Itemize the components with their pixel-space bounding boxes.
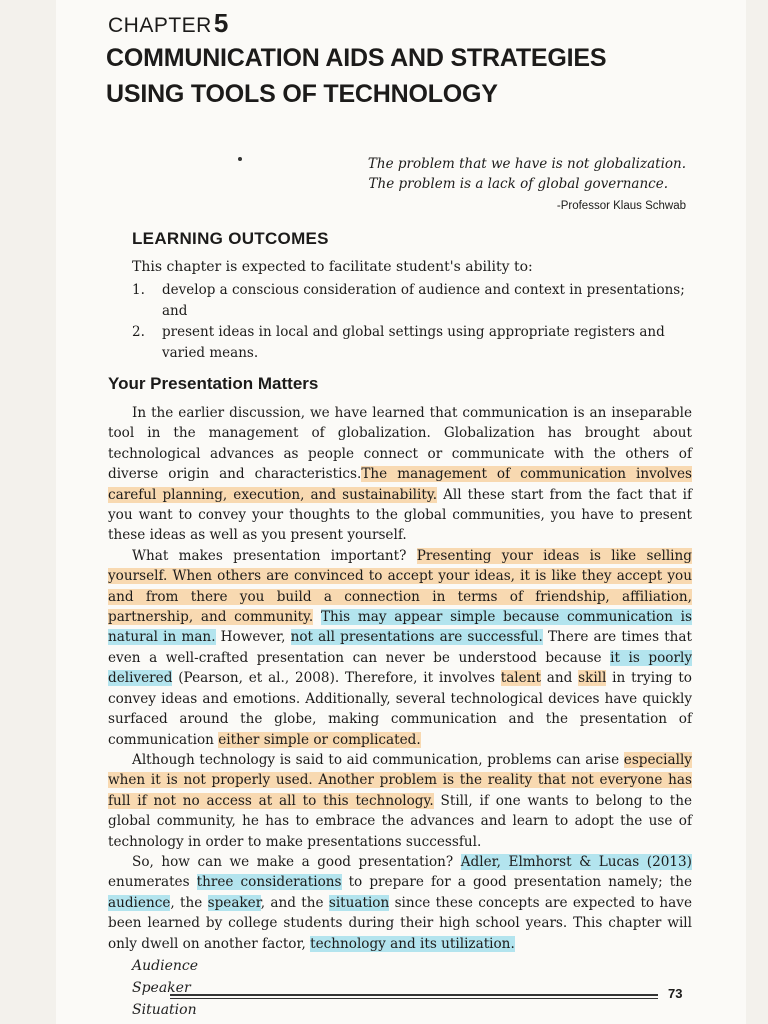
highlight-orange: talent: [500, 670, 541, 687]
highlight-blue: audience: [108, 894, 171, 911]
text-run: since these concepts are expected to have been learned by college students during their high school years. This chapter will only dwell on another factor,: [108, 894, 693, 952]
highlight-blue: not all presentations are successful.: [290, 629, 543, 646]
text-run: , and the: [260, 894, 329, 911]
highlight-blue: This may appear simple because communication is natural in man.: [108, 609, 692, 646]
outcome-item: [132, 280, 692, 322]
text-run: in trying to convey ideas and emotions. Additionally, several technological devices have quickly surfaced around the globe, making communication and the presentation of communication: [108, 670, 692, 748]
paragraph-3: [108, 750, 692, 852]
outcome-number: 2.: [132, 324, 145, 340]
footer-rule-thin: [170, 998, 658, 999]
outcome-number: 1.: [132, 282, 145, 298]
text-run: However,: [215, 629, 291, 646]
handwritten-note: Audience: [132, 958, 198, 974]
chapter-word: CHAPTER: [108, 14, 212, 37]
epigraph-line1: The problem that we have is not globalization.: [367, 156, 686, 172]
chapter-number: 5: [213, 8, 229, 38]
epigraph-line2: The problem is a lack of global governance.: [368, 176, 668, 192]
highlight-blue: speaker: [207, 894, 261, 911]
text-run: , the: [170, 894, 208, 911]
text-run: and: [540, 670, 579, 687]
highlight-blue: technology and its utilization.: [310, 935, 515, 952]
text-run: What makes presentation important?: [132, 547, 417, 564]
learning-outcomes-heading: LEARNING OUTCOMES: [132, 229, 329, 248]
handwritten-notes: [132, 955, 198, 1021]
chapter-title-line1: COMMUNICATION AIDS AND STRATEGIES: [106, 44, 607, 72]
text-run: [313, 609, 321, 625]
handwritten-note: Situation: [132, 1002, 197, 1018]
highlight-orange: especially when it is not properly used. Another problem is the reality that not everyone has full if not no access at all to this technology.: [108, 751, 692, 809]
highlight-orange: Presenting your ideas is like selling yourself. When others are convinced to accept your ideas, it is like they accept you and from there you build a connection in terms of friendship, affiliation, partnership, and community.: [108, 547, 692, 626]
paragraph-1: [108, 403, 692, 546]
highlight-blue: three considerations: [196, 874, 342, 891]
text-run: to prepare for a good presentation namely; the: [341, 874, 693, 891]
text-run: All these start from the fact that if you want to convey your thoughts to the global communities, you have to present these ideas as well as you present yourself.: [108, 486, 692, 544]
text-run: enumerates: [108, 874, 197, 891]
ink-dot: [238, 157, 242, 161]
learning-outcomes-intro: This chapter is expected to facilitate student's ability to:: [132, 259, 533, 275]
outcome-text: develop a conscious consideration of audience and context in presentations; and: [162, 282, 685, 319]
text-run: Still, if one wants to belong to the global community, he has to embrace the advances and learn to adopt the use of technology in order to make presentations successful.: [108, 792, 693, 850]
outcome-text: present ideas in local and global settings using appropriate registers and varied means.: [162, 324, 665, 361]
text-run: So, how can we make a good presentation?: [132, 853, 461, 870]
epigraph-author: -Professor Klaus Schwab: [556, 200, 686, 212]
chapter-label: [108, 8, 229, 39]
text-run: There are times that even a well-crafted presentation can never be understood because: [108, 629, 692, 666]
footer-rule: [170, 994, 658, 996]
handwritten-note: Speaker: [132, 980, 191, 996]
text-run: (Pearson, et al., 2008). Therefore, it involves: [172, 670, 501, 687]
learning-outcomes-list: [132, 280, 692, 364]
section-heading: Your Presentation Matters: [108, 374, 319, 393]
highlight-orange: skill: [578, 670, 607, 687]
text-run: Although technology is said to aid communication, problems can arise: [132, 751, 624, 768]
paragraph-4: [108, 852, 692, 954]
highlight-orange: The management of communication involves careful planning, execution, and sustainability.: [108, 466, 693, 503]
text-run: In the earlier discussion, we have learned that communication is an inseparable tool in the management of globalization. Globalization has brought about technological advances as people connect or communicate with the others of diverse origin and characteristics.: [108, 405, 692, 483]
epigraph: [368, 154, 686, 216]
body-text: [108, 403, 692, 954]
chapter-title: [106, 40, 706, 112]
chapter-title-line2: USING TOOLS OF TECHNOLOGY: [106, 80, 498, 108]
page-number: 73: [668, 986, 683, 1001]
highlight-orange: either simple or complicated.: [218, 731, 421, 748]
highlight-blue: situation: [328, 894, 390, 911]
outcome-item: [132, 322, 692, 364]
highlight-blue: it is poorly delivered: [108, 649, 692, 687]
paragraph-2: [108, 546, 692, 750]
highlight-blue: Adler, Elmhorst & Lucas (2013): [460, 853, 692, 870]
